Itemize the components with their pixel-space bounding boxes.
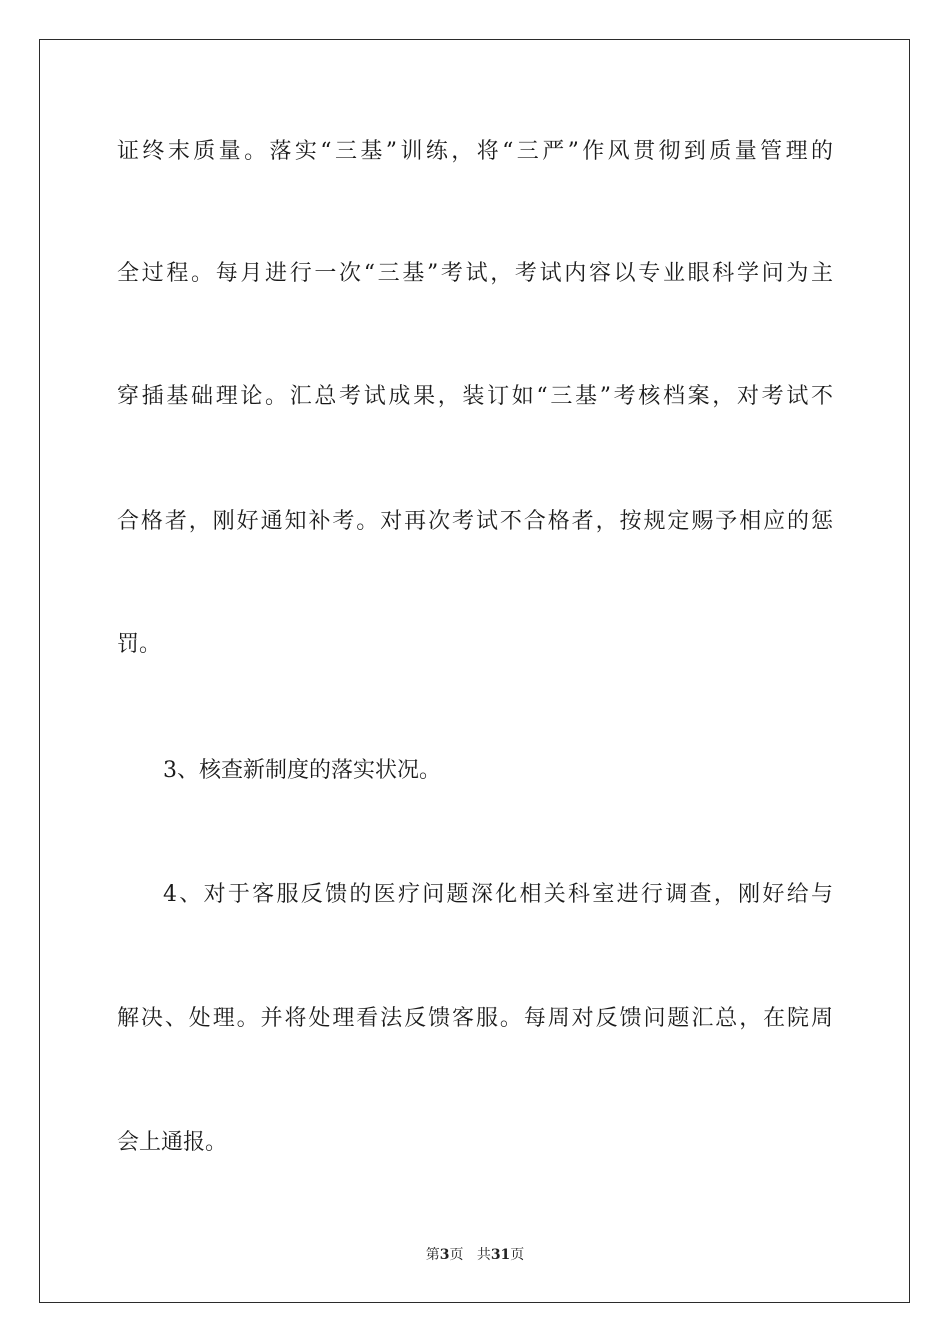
- body-line-5: 罚。: [117, 632, 162, 657]
- footer-total-pages: 31: [490, 1247, 511, 1263]
- footer-total-suffix: 页: [510, 1247, 525, 1263]
- body-line-8: 解决、处理。并将处理看法反馈客服。每周对反馈问题汇总，在院周: [117, 1006, 833, 1031]
- body-line-3: 穿插基础理论。汇总考试成果，装订如“三基”考核档案，对考试不: [117, 384, 833, 409]
- body-line-2: 全过程。每月进行一次“三基”考试，考试内容以专业眼科学问为主: [117, 261, 833, 286]
- page-frame: [39, 39, 910, 1303]
- body-line-4: 合格者，刚好通知补考。对再次考试不合格者，按规定赐予相应的惩: [117, 509, 833, 534]
- body-line-9: 会上通报。: [117, 1130, 228, 1155]
- page-footer: [0, 1245, 950, 1265]
- footer-page-suffix: 页: [449, 1247, 464, 1263]
- footer-total-prefix: 共: [476, 1247, 491, 1263]
- body-line-1: 证终末质量。落实“三基”训练，将“三严”作风贯彻到质量管理的: [117, 139, 833, 164]
- list-item-3: 3、核查新制度的落实状况。: [163, 758, 441, 783]
- footer-page-number: 3: [439, 1247, 450, 1263]
- list-item-4: 4、对于客服反馈的医疗问题深化相关科室进行调查，刚好给与: [163, 882, 833, 907]
- footer-prefix: 第: [425, 1247, 440, 1263]
